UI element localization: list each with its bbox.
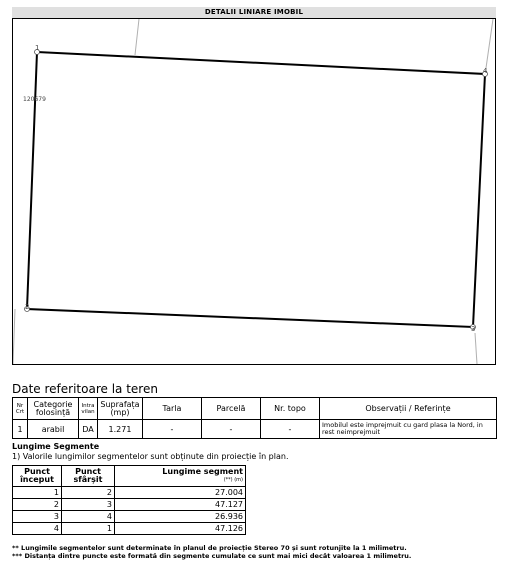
col-suprafata: Suprafața (mp) [98, 398, 143, 420]
segmente-heading [12, 442, 289, 462]
cell-observatii: Imobilul este imprejmuit cu gard plasa la Nord, in rest neimprejmuit [320, 420, 497, 439]
cell-nr: 1 [13, 420, 28, 439]
col-length-label: Lungime segment [162, 467, 243, 476]
cell-tarla: - [143, 420, 202, 439]
neighbor-line [475, 333, 477, 364]
cell-end: 3 [62, 499, 115, 511]
cell-nr-topo: - [261, 420, 320, 439]
col-categorie: Categorie folosință [28, 398, 79, 420]
col-intravilan: Intra vilan [79, 398, 98, 420]
parcel-id-label: 120679 [23, 96, 46, 103]
footnote-1: ** Lungimile segmentelor sunt determinate în planul de proiecție Stereo 70 și sunt rotunjite la 1 milimetru. [12, 544, 407, 552]
cell-end: 4 [62, 511, 115, 523]
point-label: 3 [471, 325, 476, 333]
cell-length: 27.004 [115, 487, 246, 499]
cell-end: 2 [62, 487, 115, 499]
cell-length: 26.936 [115, 511, 246, 523]
segment-table [12, 465, 246, 535]
cell-categorie: arabil [28, 420, 79, 439]
neighbor-line [135, 19, 139, 55]
point-label: 2 [25, 303, 30, 311]
cell-length: 47.126 [115, 523, 246, 535]
col-nr-topo: Nr. topo [261, 398, 320, 420]
cell-parcela: - [202, 420, 261, 439]
table-row [13, 523, 246, 535]
cell-start: 1 [13, 487, 62, 499]
cell-intravilan: DA [79, 420, 98, 439]
segmente-subtitle: 1) Valorile lungimilor segmentelor sunt obținute din proiecție în plan. [12, 452, 289, 461]
neighbor-line [13, 309, 15, 364]
cell-start: 2 [13, 499, 62, 511]
segmente-title: Lungime Segmente [12, 442, 100, 451]
parcel-boundary [27, 52, 485, 327]
cell-start: 4 [13, 523, 62, 535]
col-length [115, 466, 246, 487]
cell-end: 1 [62, 523, 115, 535]
cell-start: 3 [13, 511, 62, 523]
cell-suprafata: 1.271 [98, 420, 143, 439]
col-nr: Nr Crt [13, 398, 28, 420]
parcel-drawing [13, 19, 495, 364]
col-end: Punct sfârșit [62, 466, 115, 487]
table-row [13, 511, 246, 523]
table-row [13, 499, 246, 511]
teren-table [12, 397, 497, 439]
table-header-row [13, 466, 246, 487]
col-tarla: Tarla [143, 398, 202, 420]
col-observatii: Observații / Referințe [320, 398, 497, 420]
col-start: Punct început [13, 466, 62, 487]
teren-section-title: Date referitoare la teren [12, 382, 158, 396]
footnotes [12, 544, 411, 560]
section-header: DETALII LINIARE IMOBIL [12, 7, 496, 18]
cell-length: 47.127 [115, 499, 246, 511]
table-row [13, 420, 497, 439]
footnote-2: *** Distanța dintre puncte este formată din segmente cumulate ce sunt mai mici decât valoarea 1 milimetru. [12, 552, 412, 560]
table-header-row [13, 398, 497, 420]
col-parcela: Parcelă [202, 398, 261, 420]
parcel-plan [12, 18, 496, 365]
table-row [13, 487, 246, 499]
point-label: 4 [483, 67, 488, 75]
point-label: 1 [35, 44, 40, 52]
col-length-unit: (**) (m) [223, 477, 243, 483]
